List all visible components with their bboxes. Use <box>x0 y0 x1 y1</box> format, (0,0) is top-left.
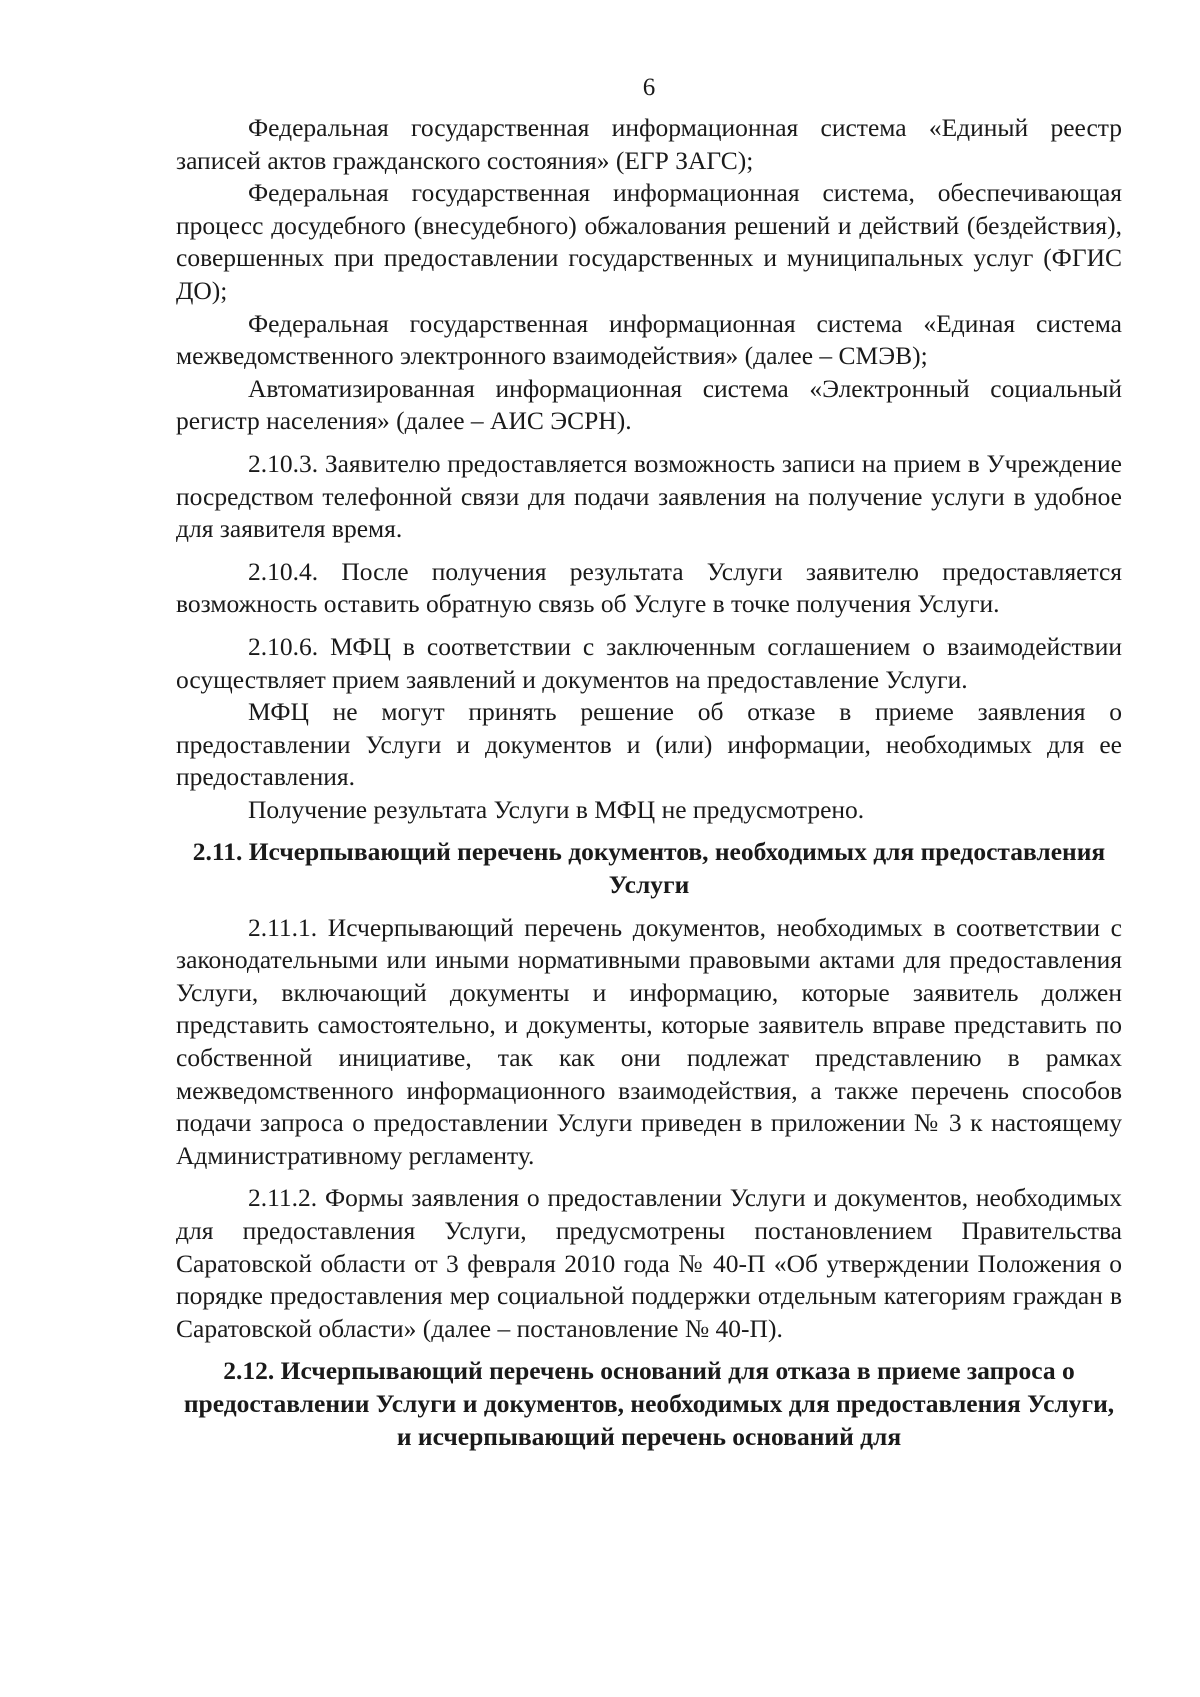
paragraph-2-10-3: 2.10.3. Заявителю предоставляется возможность записи на прием в Учреждение посредством телефонной связи для подачи заявления на получение услуги в удобное для заявителя время. <box>176 448 1122 544</box>
page-number: 6 <box>642 74 656 101</box>
paragraph-2-11-1: 2.11.1. Исчерпывающий перечень документов, необходимых в соответствии с законодательными или иными нормативными правовыми актами для предоставления Услуги, включающий документы и информацию, которые заявитель должен представить самостоятельно, и документы, которые заявитель вправе представить по собственной инициативе, так как они подлежат представлению в рамках межведомственного информационного взаимодействия, а также перечень способов подачи запроса о предоставлении Услуги приведен в приложении № 3 к настоящему Административному регламенту. <box>176 912 1122 1170</box>
paragraph-mfc-result: Получение результата Услуги в МФЦ не предусмотрено. <box>248 794 865 824</box>
section-heading-2-11: 2.11. Исчерпывающий перечень документов, необходимых для предоставления Услуги <box>192 837 1106 900</box>
paragraph-2-10-4: 2.10.4. После получения результата Услуги заявителю предоставляется возможность оставить обратную связь об Услуге в точке получения Услуги. <box>176 556 1122 619</box>
section-heading-2-12: 2.12. Исчерпывающий перечень оснований для отказа в приеме запроса о предоставлении Услуги и документов, необходимых для предоставления Услуги, и исчерпывающий перечень оснований для <box>183 1356 1115 1451</box>
paragraph-mfc-refusal: МФЦ не могут принять решение об отказе в приеме заявления о предоставлении Услуги и документов и (или) информации, необходимых для ее предоставления. <box>176 697 1122 792</box>
paragraph-fgis-do: Федеральная государственная информационная система, обеспечивающая процесс досудебного (внесудебного) обжалования решений и действий (бездействия), совершенных при предоставлении государственных и муниципальных услуг (ФГИС ДО); <box>176 178 1122 305</box>
document-page <box>176 70 1122 1453</box>
paragraph-egr-zags: Федеральная государственная информационная система «Единый реестр записей актов гражданского состояния» (ЕГР ЗАГС); <box>176 113 1122 175</box>
paragraph-2-10-6: 2.10.6. МФЦ в соответствии с заключенным соглашением о взаимодействии осуществляет прием заявлений и документов на предоставление Услуги. <box>176 631 1122 694</box>
paragraph-2-11-2: 2.11.2. Формы заявления о предоставлении Услуги и документов, необходимых для предоставления Услуги, предусмотрены постановлением Правительства Саратовской области от 3 февраля 2010 года № 40-П «Об утверждении Положения о порядке предоставления мер социальной поддержки отдельным категориям граждан в Саратовской области» (далее – постановление № 40-П). <box>176 1183 1122 1343</box>
paragraph-smev: Федеральная государственная информационная система «Единая система межведомственного электронного взаимодействия» (далее – СМЭВ); <box>176 308 1122 371</box>
paragraph-ais-esrn: Автоматизированная информационная система «Электронный социальный регистр населения» (далее – АИС ЭСРН). <box>176 373 1122 436</box>
